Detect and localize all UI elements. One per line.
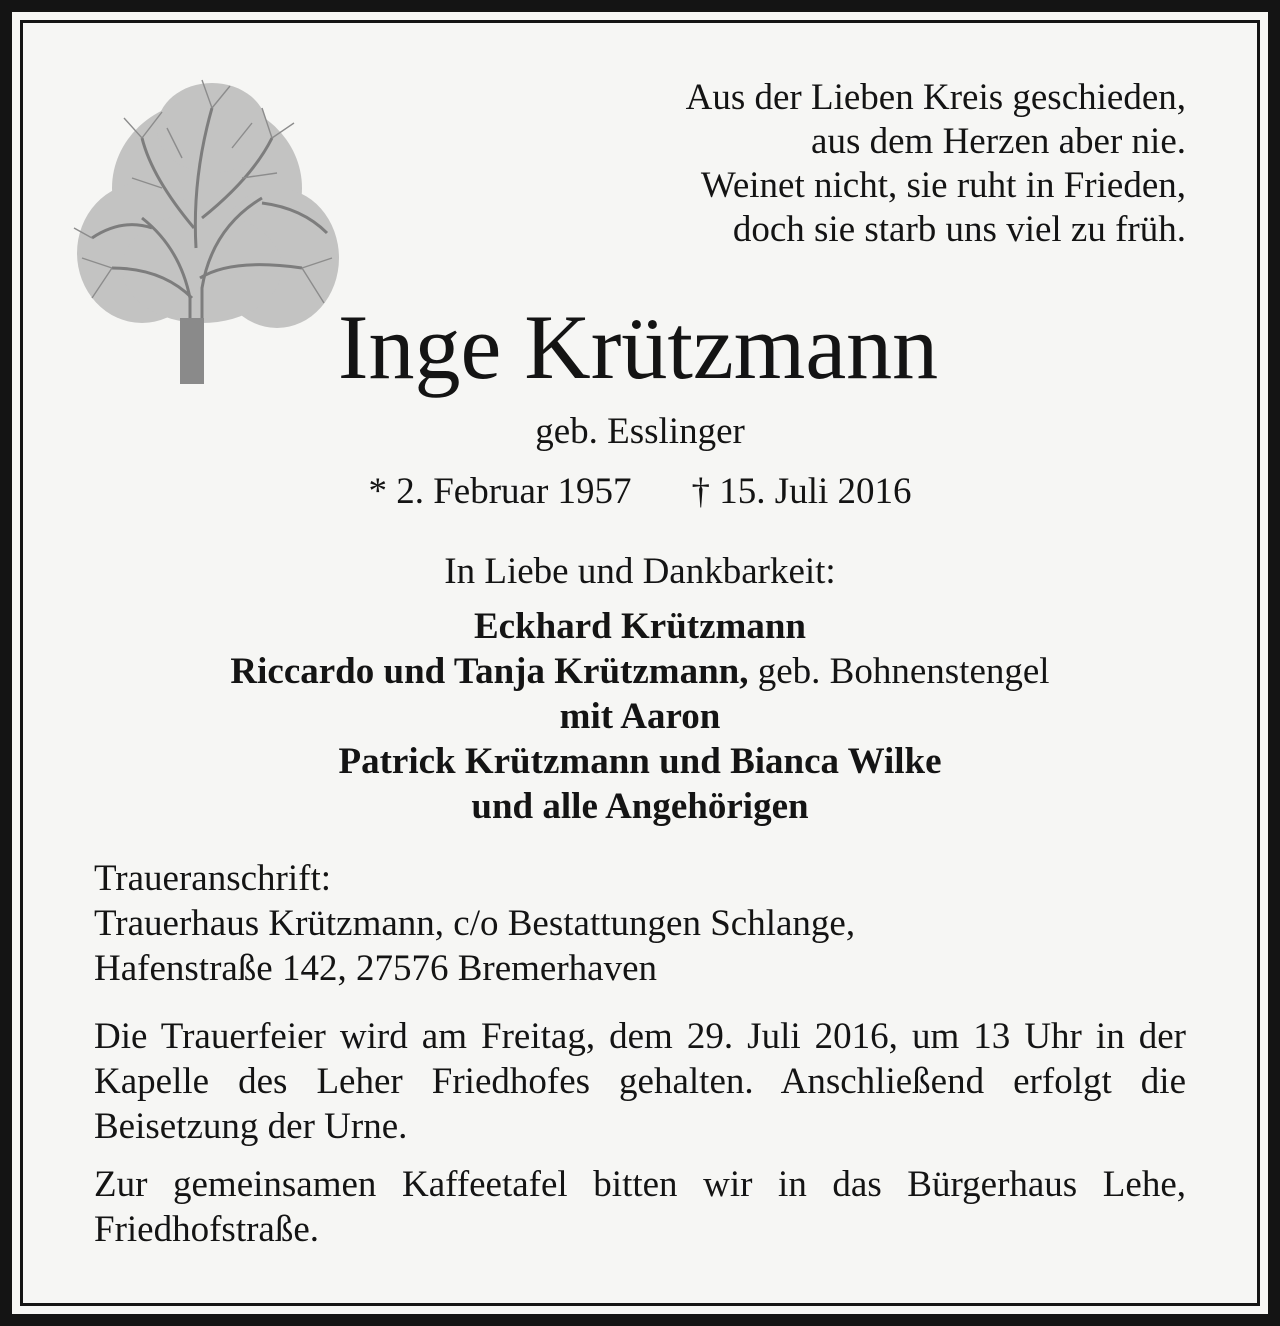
- reception-info: Zur gemeinsamen Kaffeetafel bitten wir in das Bürgerhaus Lehe, Friedhofstraße.: [94, 1164, 1186, 1250]
- poem-line: aus dem Herzen aber nie.: [811, 121, 1186, 162]
- mourning-address: [94, 856, 1186, 991]
- ceremony-info: Die Trauerfeier wird am Freitag, dem 29. Juli 2016, um 13 Uhr in der Kapelle des Leher Friedhofes gehalten. Anschließend erfolgt die Beisetzung der Urne.: [94, 1016, 1186, 1147]
- poem-line: doch sie starb uns viel zu früh.: [732, 209, 1186, 250]
- poem-line: Aus der Lieben Kreis geschieden,: [685, 77, 1186, 118]
- deceased-name-text: Inge Krützmann: [337, 296, 939, 398]
- mourner-line: Riccardo und Tanja Krützmann,: [230, 651, 749, 692]
- birth-date: * 2. Februar 1957: [368, 471, 632, 512]
- address-label: Traueranschrift:: [94, 858, 332, 899]
- mourners-intro: In Liebe und Dankbarkeit:: [444, 551, 836, 592]
- mourner-line: Patrick Krützmann und Bianca Wilke: [338, 741, 942, 782]
- maiden-name: geb. Esslinger: [535, 411, 745, 452]
- life-dates: [0, 470, 1280, 514]
- mourner-line: und alle Angehörigen: [471, 786, 809, 827]
- deceased-name: [0, 292, 1280, 402]
- memorial-poem: [686, 76, 1186, 252]
- mourners-list: [0, 604, 1280, 829]
- mourner-line: Eckhard Krützmann: [473, 606, 806, 647]
- poem-line: Weinet nicht, sie ruht in Frieden,: [700, 165, 1186, 206]
- mourner-maiden-name: geb. Bohnenstengel: [748, 651, 1050, 692]
- mourner-line: mit Aaron: [559, 696, 721, 737]
- address-line: Hafenstraße 142, 27576 Bremerhaven: [94, 948, 658, 989]
- death-date: † 15. Juli 2016: [691, 471, 912, 512]
- address-line: Trauerhaus Krützmann, c/o Bestattungen Schlange,: [94, 903, 856, 944]
